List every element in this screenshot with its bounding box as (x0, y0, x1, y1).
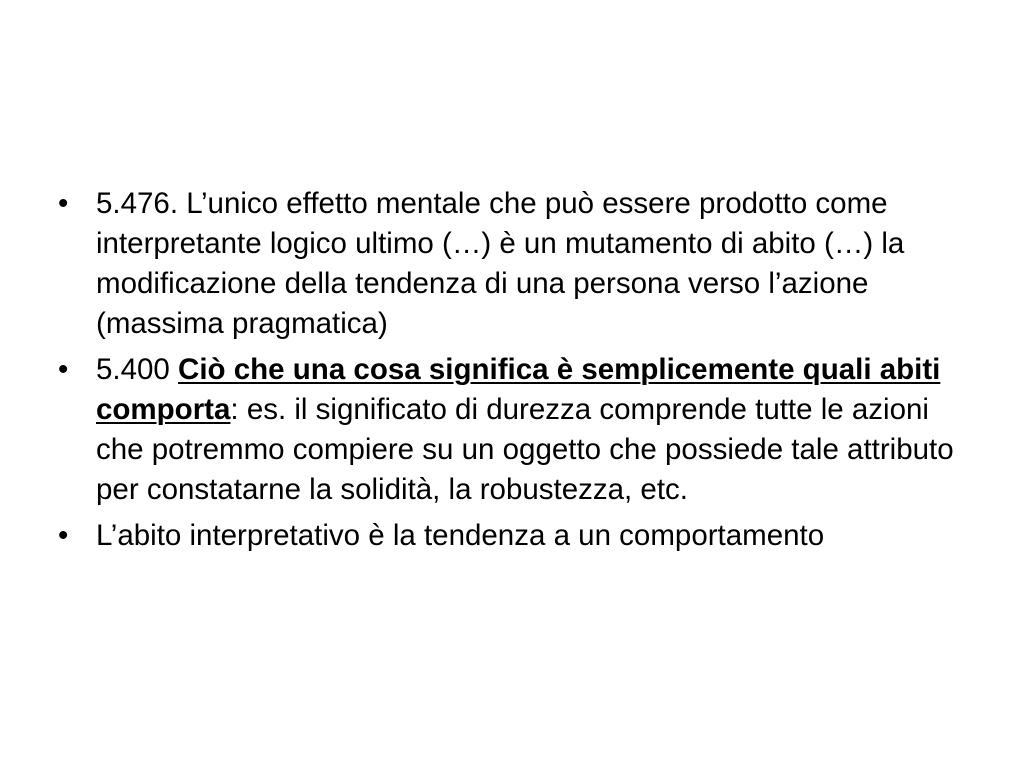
bullet-item-meaning-of-thing (58, 350, 978, 510)
bullet-emphasis: Ciò che una cosa significa è semplicemente quali abiti comporta (96, 353, 941, 426)
bullet-icon: • (58, 519, 69, 552)
bullet-icon: • (58, 353, 69, 386)
bullet-list (58, 184, 978, 562)
bullet-prefix: 5.400 (96, 353, 179, 386)
bullet-item-interpretive-habit (58, 516, 978, 556)
bullet-item-habit-mental-effect (58, 184, 978, 344)
bullet-text: 5.476. L’unico effetto mentale che può essere prodotto come interpretante logico ultimo (…) è un mutamento di abito (…) la modificazione della tendenza di una persona verso l’azione (massima pragmatica) (96, 187, 905, 340)
bullet-suffix: : es. il significato di durezza comprende tutte le azioni che potremmo compiere su un oggetto che possiede tale attributo per constatarne la solidità, la robustezza, etc. (96, 393, 954, 506)
bullet-icon: • (58, 187, 69, 220)
bullet-text: L’abito interpretativo è la tendenza a un comportamento (96, 519, 825, 552)
